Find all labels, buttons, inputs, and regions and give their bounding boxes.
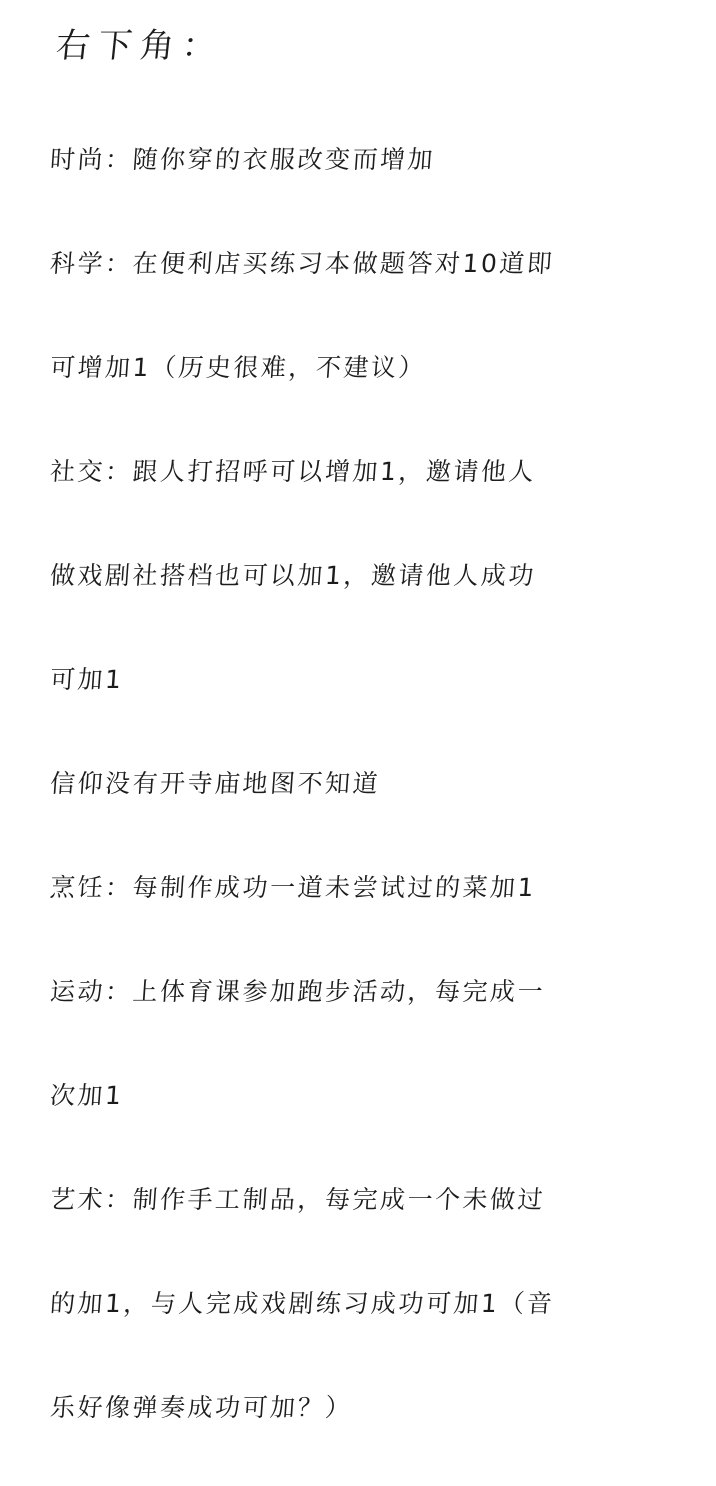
note-line-science: 科学：在便利店买练习本做题答对10道即 — [49, 249, 556, 278]
note-line-science-cont: 可增加1（历史很难，不建议） — [49, 353, 427, 382]
note-line-sports: 运动：上体育课参加跑步活动，每完成一 — [49, 977, 547, 1006]
note-line-faith: 信仰没有开寺庙地图不知道 — [49, 769, 382, 798]
note-line-sports-end: 次加1 — [49, 1081, 125, 1110]
note-line-fashion: 时尚：随你穿的衣服改变而增加 — [49, 145, 437, 174]
note-line-social-end: 可加1 — [49, 665, 125, 694]
note-line-art-cont: 的加1，与人完成戏剧练习成功可加1（音 — [49, 1289, 556, 1318]
note-line-cooking: 烹饪：每制作成功一道未尝试过的菜加1 — [49, 873, 537, 902]
note-line-art-end: 乐好像弹奏成功可加？） — [49, 1393, 354, 1422]
note-line-social-cont: 做戏剧社搭档也可以加1，邀请他人成功 — [49, 561, 537, 590]
note-body — [50, 82, 680, 1486]
note-line-social: 社交：跟人打招呼可以增加1，邀请他人 — [49, 457, 537, 486]
note-title: 右下角： — [53, 26, 227, 66]
handwritten-note — [50, 24, 680, 1486]
note-line-art: 艺术：制作手工制品，每完成一个未做过 — [49, 1185, 547, 1214]
